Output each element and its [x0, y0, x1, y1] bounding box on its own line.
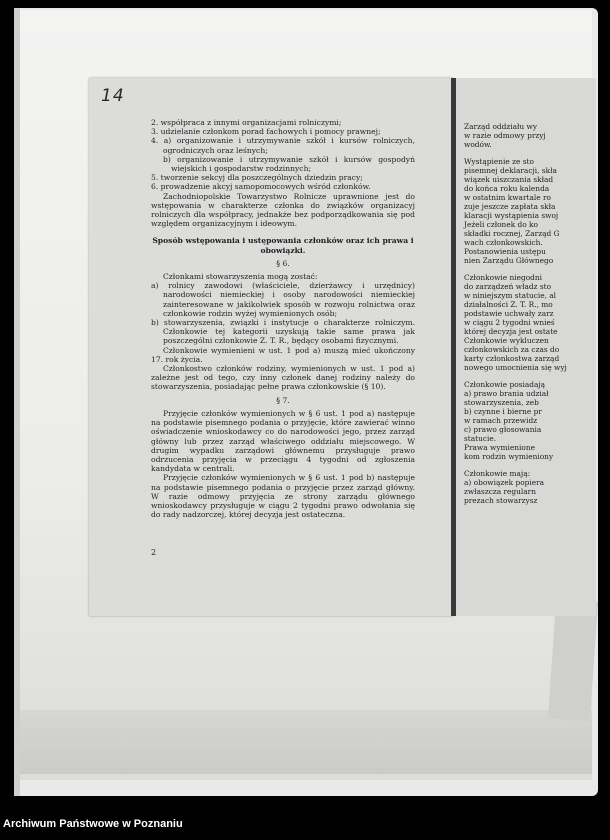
section-heading: Sposób wstępowania i ustępowania członków oraz ich prawa i obowiązki. [152, 236, 414, 255]
line-gap [464, 372, 596, 380]
text-line: zuje jeszcze zapłata skła [464, 202, 556, 211]
text-line: w ciągu 2 tygodni wnieś [464, 318, 555, 327]
text-paragraph: 4. a) organizowanie i utrzymywanie szkół i kursów rolniczych, ogrodniczych oraz leśnych; [151, 136, 415, 155]
text-line: do zarządzeń władz sto [464, 282, 552, 291]
text-line: wodów. [464, 140, 492, 149]
text-line: której decyzja jest ostate [464, 327, 558, 336]
footer-page-number: 2 [151, 548, 157, 557]
text-line: nowego umocnienia się wyj [464, 363, 567, 372]
text-paragraph: 2. współpraca z innymi organizacjami rolniczymi; [151, 118, 342, 127]
left-page-text [151, 118, 415, 519]
text-line: wiązek uiszczania skład [464, 175, 554, 184]
text-line: Członkowie wykluczen [464, 336, 549, 345]
text-line: c) prawo głosowania [464, 425, 542, 434]
text-line: Postanowienia ustępu [464, 247, 546, 256]
text-paragraph: b) stowarzyszenia, związki i instytucje o charakterze rolniczym. Członkowie tej kategorii uzyskują takie same prawa jak poszczególni członkowie Z. T. R., będący osobami fizycznymi. [151, 318, 415, 346]
text-line: w ramach przewidz [464, 416, 538, 425]
text-line: w niniejszym statucie, al [464, 291, 557, 300]
text-paragraph: 5. tworzenie sekcyj dla poszczególnych dziedzin pracy; [151, 173, 363, 183]
text-line: prezach stowarzysz [464, 496, 538, 505]
text-line: statucie. [464, 434, 497, 443]
line-gap [464, 149, 596, 157]
text-line: Prawa wymienione [464, 443, 535, 452]
text-line: członkowskich za czas do [464, 345, 560, 354]
paragraph-number: § 7. [276, 395, 290, 405]
text-line: wach członkowskich. [464, 238, 543, 247]
paragraph-number: § 6. [276, 258, 290, 268]
line-gap [464, 265, 596, 273]
archive-caption: Archiwum Państwowe w Poznaniu [3, 818, 183, 830]
text-line: stowarzyszenia, zeb [464, 398, 539, 407]
text-paragraph: Członkowie wymienieni w ust. 1 pod a) muszą mieć ukończony 17. rok życia. [151, 345, 415, 364]
text-line: podstawie uchwały zarz [464, 309, 554, 318]
text-line: zwłaszcza regularn [464, 487, 536, 496]
paper-tape [548, 599, 598, 722]
text-paragraph: Członkami stowarzyszenia mogą zostać: [163, 272, 318, 282]
text-line: w razie odmowy przyj [464, 131, 546, 140]
document-page-left [89, 78, 453, 616]
text-paragraph: Zachodniopolskie Towarzystwo Rolnicze uprawnione jest do wstępowania w charakterze członka do związków organizacyj rolniczych dla współpracy, jednakże bez podporządkowania się pod względem organizacyjnym i ideowym. [151, 191, 415, 229]
text-line: kom rodzin wymieniony [464, 452, 554, 461]
text-line: Jeżeli członek do ko [464, 220, 538, 229]
text-paragraph: b) organizowanie i utrzymywanie szkół i kursów gospodyń wiejskich i gospodarstw rodzinnych; [163, 154, 415, 174]
text-line: a) obowiązek popiera [464, 478, 545, 487]
text-line: karty członkostwa zarząd [464, 354, 560, 363]
text-paragraph: Przyjęcie członków wymienionych w § 6 ust. 1 pod a) następuje na podstawie pisemnego podania o przyjęcie, które zawierać winno oświadczenie wnioskodawcy co do narodowości jego, przez zarząd główny lub przez zarząd właściwego oddziału miejscowego. W drugim wypadku zarządowi głównemu przysługuje prawo odrzucenia przyjęcia w przeciągu 4 tygodni od zgłoszenia kandydata w centrali. [151, 408, 415, 474]
scan-bottom-strip [20, 710, 592, 774]
text-line: Członkowie posiadają [464, 380, 546, 389]
text-paragraph: Przyjęcie członków wymienionych w § 6 ust. 1 pod b) następuje na podstawie pisemnego podania o przyjęcie przez zarząd główny. W razie odmowy przyjęcia ze strony zarządu głównego wnioskodawcy przysługuje w ciągu 2 tygodni prawo odwołania się do rady nadzorczej, której decyzja jest ostateczna. [151, 473, 415, 520]
document-page-right [456, 78, 596, 616]
text-line: b) czynne i bierne pr [464, 407, 542, 416]
text-line: nien Zarządu Głównego [464, 256, 554, 265]
line-gap [464, 461, 596, 469]
text-line: w ostatnim kwartale ro [464, 193, 551, 202]
text-paragraph: 3. udzielanie członkom porad fachowych i pomocy prawnej; [151, 127, 381, 137]
text-paragraph: Członkostwo członków rodziny, wymienionych w ust. 1 pod a) zależne jest od tego, czy inny członek danej rodziny należy do stowarzyszenia, posiadając pełne prawa członkowskie (§ 10). [151, 364, 415, 392]
text-line: do końca roku kalenda [464, 184, 550, 193]
text-line: klaracji wystąpienia swoj [464, 211, 559, 220]
text-line: Zarząd oddziału wy [464, 122, 538, 131]
text-paragraph: 6. prowadzenie akcyj samopomocowych wśród członków. [151, 182, 371, 192]
text-line: Członkowie niegodni [464, 273, 543, 282]
text-line: działalności Z. T. R., mo [464, 300, 553, 309]
text-line: Członkowie mają: [464, 469, 531, 478]
right-page-text [464, 122, 596, 505]
text-line: Wystąpienie ze sto [464, 157, 534, 166]
text-paragraph: a) rolnicy zawodowi (właściciele, dzierżawcy i urzędnicy) narodowości niemieckiej i osoby narodowości niemieckiej zainteresowane w jakikolwiek sposób w rozwoju rolnictwa oraz członkowie rodzin wyżej wymienionych osób; [151, 281, 415, 318]
text-line: pisemnej deklaracji, skła [464, 166, 557, 175]
text-line: składki rocznej, Zarząd G [464, 229, 560, 238]
text-line: a) prawo brania udział [464, 389, 549, 398]
handwritten-page-number: 14 [101, 86, 125, 106]
